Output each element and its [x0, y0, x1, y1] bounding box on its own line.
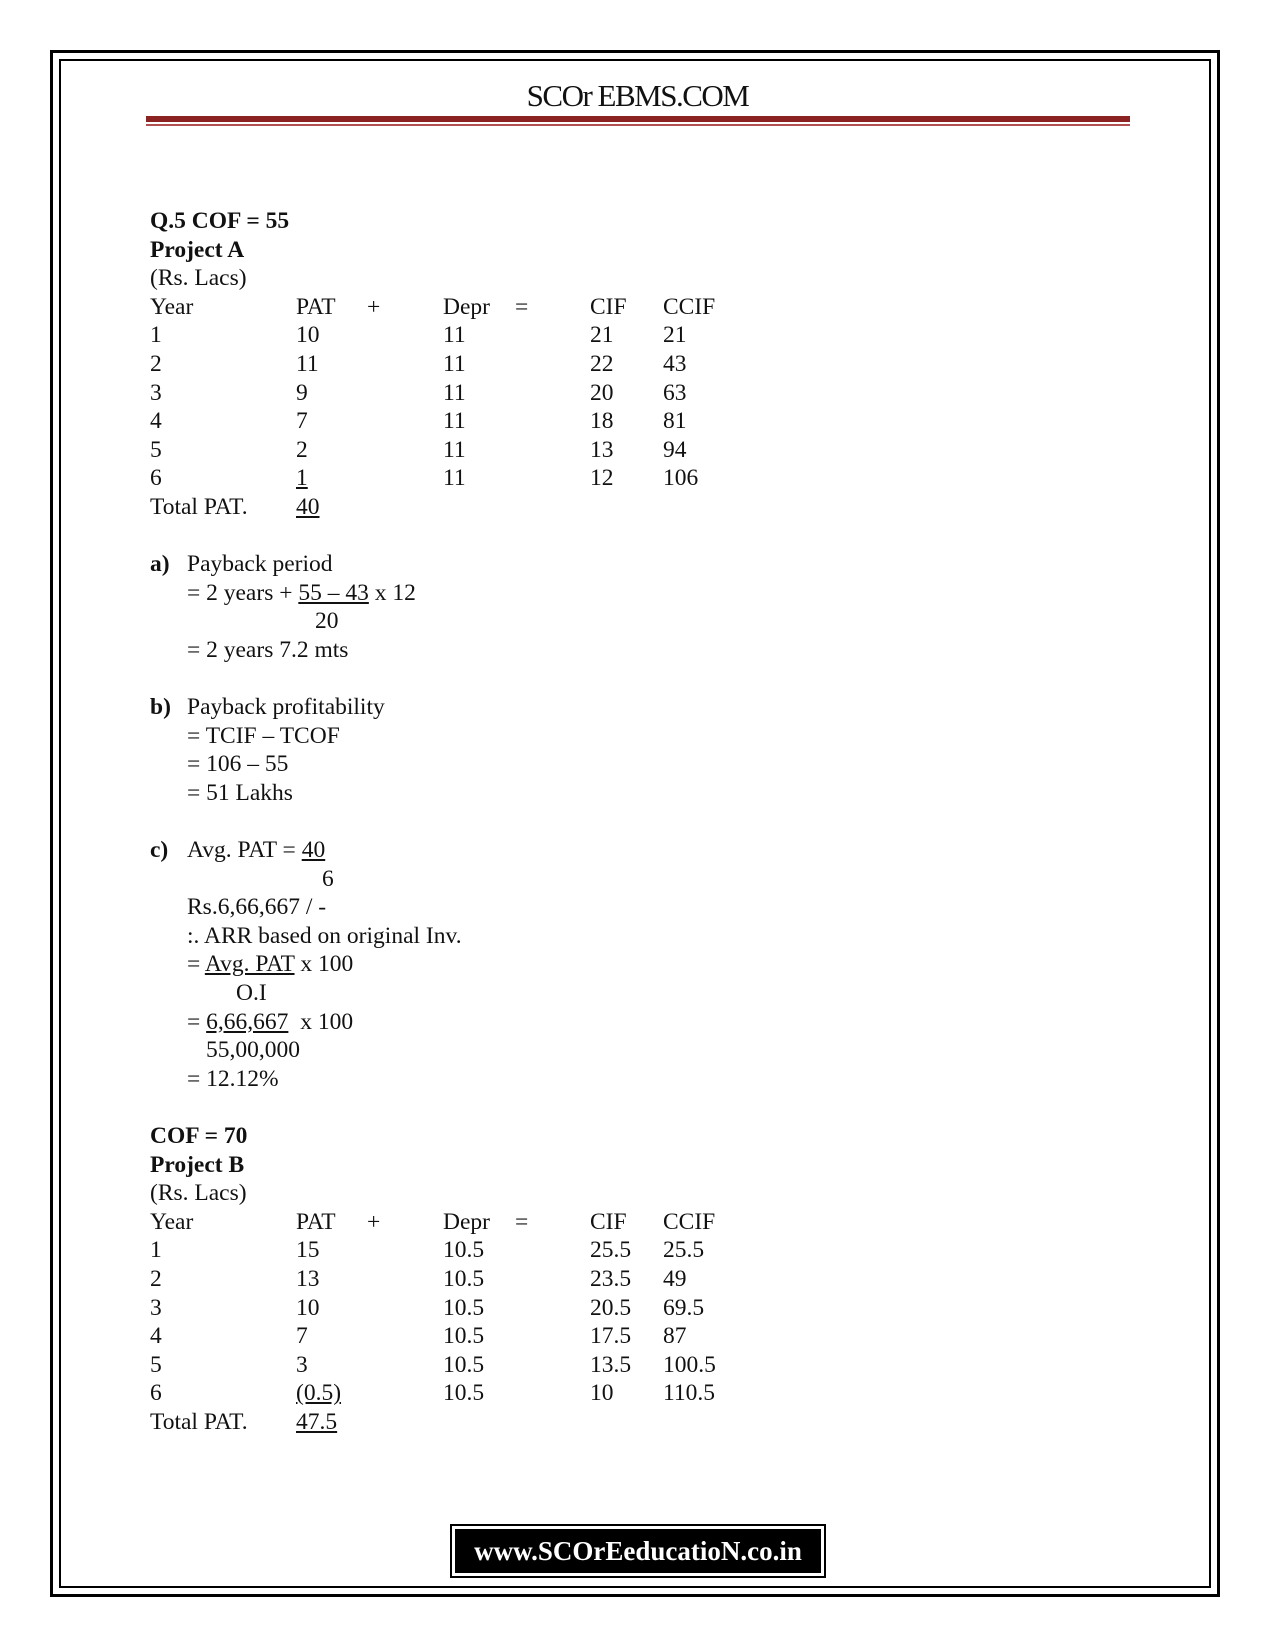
table-row: 5 3 10.5 13.5 100.5: [150, 1351, 716, 1378]
part-c-avg-value: Rs.6,66,667 / -: [187, 894, 327, 921]
project-a-title: Project A: [150, 236, 245, 263]
table-row: 2 13 10.5 23.5 49: [150, 1265, 687, 1292]
part-c-arr-label: :. ARR based on original Inv.: [187, 922, 462, 949]
part-b-line: = TCIF – TCOF: [187, 722, 340, 749]
project-b-unit: (Rs. Lacs): [150, 1180, 247, 1207]
header-rule: [146, 116, 1130, 122]
header-rule-thin: [146, 124, 1130, 126]
col-equals: =: [515, 293, 529, 320]
part-c-avg-pat: c) Avg. PAT = 40: [150, 837, 326, 864]
col-year: Year: [150, 293, 194, 320]
table-row: 6 1 11 12 106: [150, 465, 699, 492]
part-a-title: a) Payback period: [150, 551, 333, 578]
part-a-denominator: 20: [315, 608, 339, 635]
footer-url: www.SCOrEeducatioN.co.in: [455, 1529, 821, 1573]
header-site-title: SCOr EBMS.COM: [526, 78, 749, 113]
project-b-header-row: [150, 1208, 716, 1237]
part-c-avg-denominator: 6: [322, 865, 334, 892]
document-body: [150, 207, 716, 1437]
table-row: 6 (0.5) 10.5 10 110.5: [150, 1380, 716, 1407]
part-b-title: b) Payback profitability: [150, 694, 385, 721]
col-depr: Depr: [443, 293, 490, 320]
project-a-total-row: Total PAT. 40: [150, 493, 320, 520]
col-plus: +: [367, 293, 381, 320]
project-b-cof: COF = 70: [150, 1123, 248, 1149]
part-a-result: = 2 years 7.2 mts: [187, 636, 349, 663]
project-b-total-row: Total PAT. 47.5: [150, 1408, 338, 1435]
q5-heading: Q.5 COF = 55: [150, 208, 290, 234]
col-cif: CIF: [590, 293, 627, 320]
part-c-formula-1: = Avg. PAT x 100: [187, 951, 354, 978]
project-b-total-pat: 47.5: [296, 1408, 338, 1435]
part-c-formula-2: = 6,66,667 x 100: [187, 1008, 354, 1035]
part-b-line: = 106 – 55: [187, 751, 289, 778]
project-a-unit: (Rs. Lacs): [150, 265, 247, 292]
part-c-formula-1-denominator: O.I: [236, 980, 267, 1007]
table-row: 3 10 10.5 20.5 69.5: [150, 1294, 705, 1321]
part-c-result: = 12.12%: [187, 1065, 279, 1092]
project-b-title: Project B: [150, 1151, 245, 1178]
col-plus: +: [367, 1208, 381, 1235]
part-b-line: = 51 Lakhs: [187, 779, 293, 806]
table-row: 2 11 11 22 43: [150, 350, 687, 377]
col-depr: Depr: [443, 1208, 490, 1235]
col-ccif: CCIF: [663, 293, 716, 320]
part-a-formula: = 2 years + 55 – 43 x 12: [187, 579, 416, 606]
col-cif: CIF: [590, 1208, 627, 1235]
col-equals: =: [515, 1208, 529, 1235]
project-a-total-pat: 40: [296, 493, 320, 520]
table-row: 4 7 10.5 17.5 87: [150, 1323, 687, 1350]
table-row: 5 2 11 13 94: [150, 436, 687, 463]
part-c-formula-2-denominator: 55,00,000: [206, 1037, 300, 1064]
table-row: 4 7 11 18 81: [150, 408, 687, 435]
table-row: 1 15 10.5 25.5 25.5: [150, 1237, 705, 1264]
project-a-header-row: [150, 293, 716, 322]
table-row: 1 10 11 21 21: [150, 322, 687, 349]
footer-banner: [450, 1524, 826, 1578]
col-year: Year: [150, 1208, 194, 1235]
col-ccif: CCIF: [663, 1208, 716, 1235]
table-row: 3 9 11 20 63: [150, 379, 687, 406]
col-pat: PAT: [296, 293, 336, 320]
col-pat: PAT: [296, 1208, 336, 1235]
